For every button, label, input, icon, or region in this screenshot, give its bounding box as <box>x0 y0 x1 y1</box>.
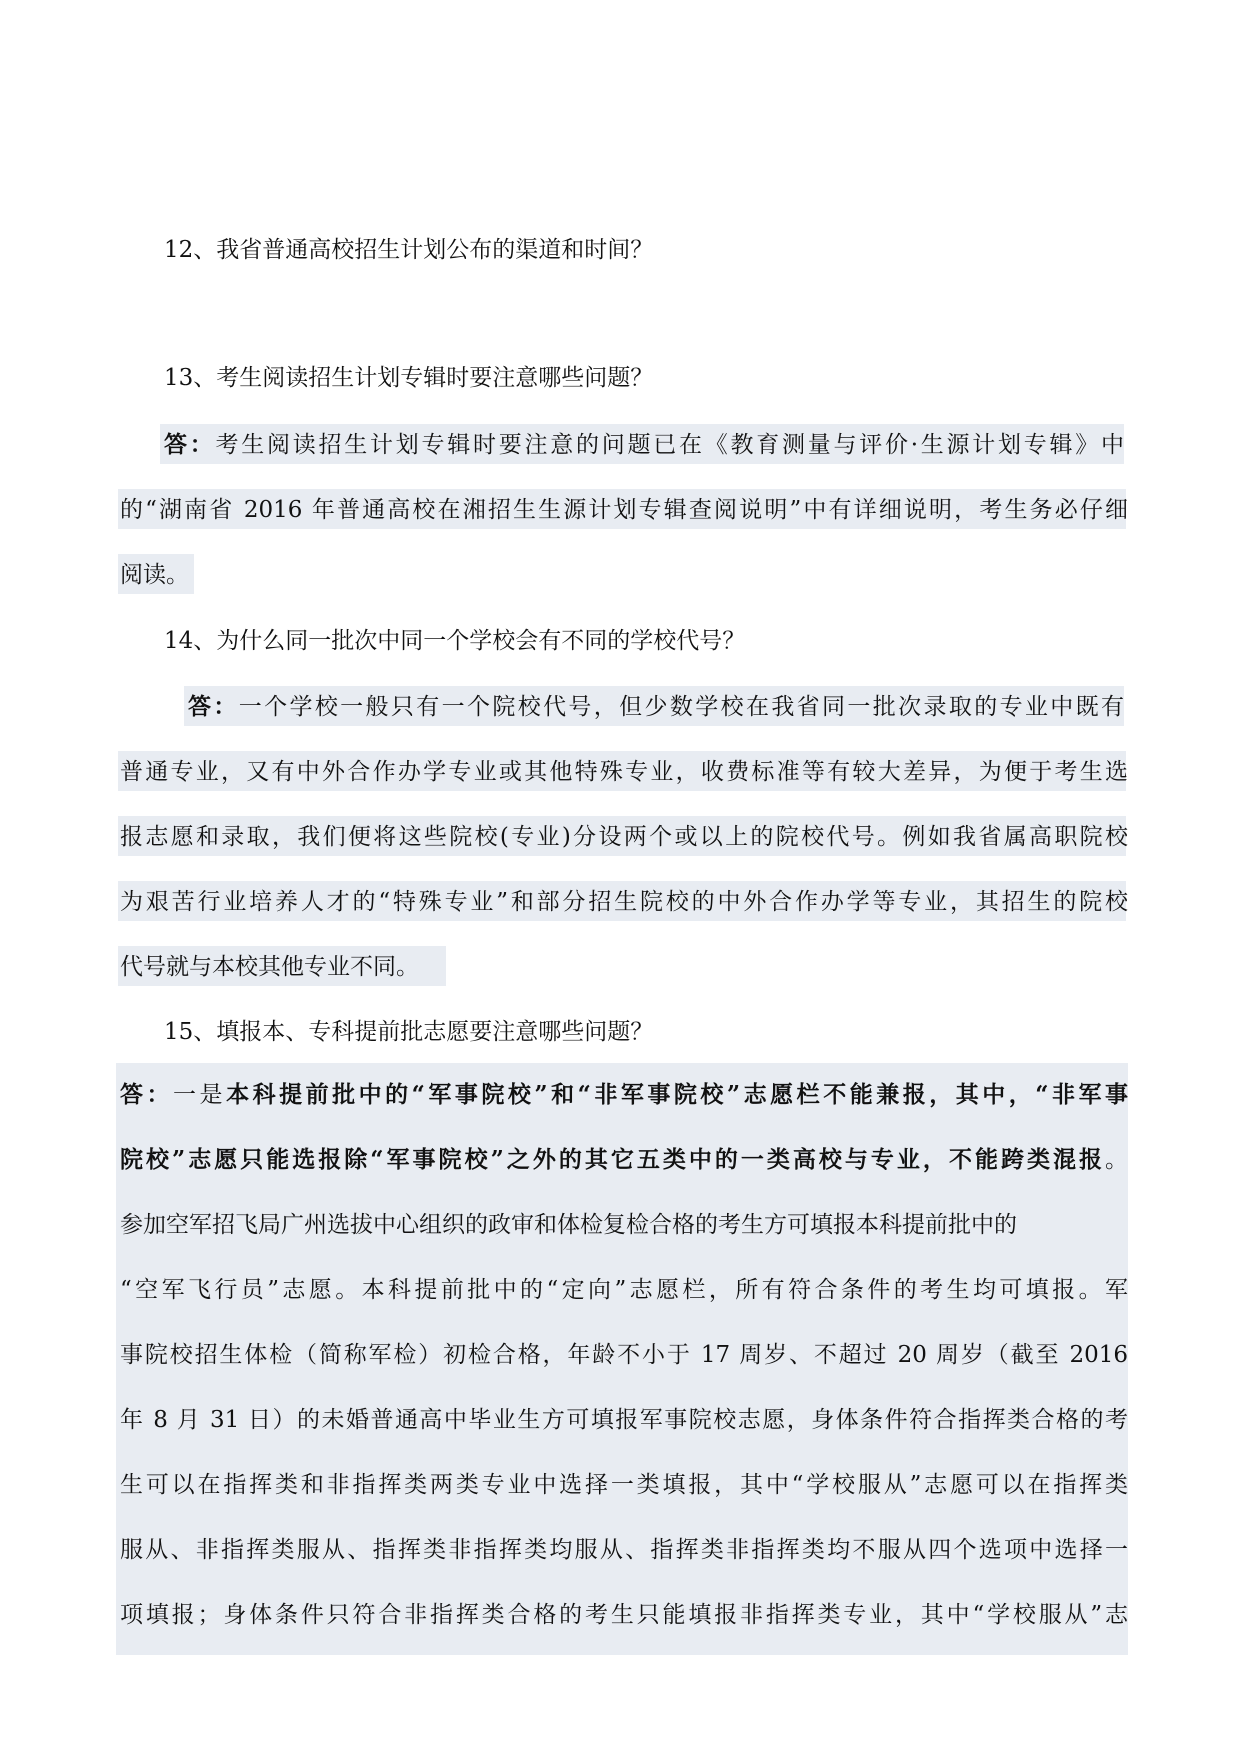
answer-15-line-7: 生可以在指挥类和非指挥类两类专业中选择一类填报，其中“学校服从”志愿可以在指挥类 <box>120 1472 1128 1498</box>
answer-15-line-6: 年 8 月 31 日）的未婚普通高中毕业生方可填报军事院校志愿，身体条件符合指挥类合格的考 <box>120 1407 1128 1433</box>
answer-15-line-2: 院校”志愿只能选报除“军事院校”之外的其它五类中的一类高校与专业，不能跨类混报。 <box>120 1146 1128 1173</box>
answer-13-line-2: 的“湖南省 2016 年普通高校在湘招生生源计划专辑查阅说明”中有详细说明，考生务必仔细 <box>120 497 1128 523</box>
answer-label: 答： <box>120 1081 174 1108</box>
answer-14-line-3: 报志愿和录取，我们便将这些院校(专业)分设两个或以上的院校代号。例如我省属高职院校 <box>120 824 1128 850</box>
answer-label: 答： <box>188 693 239 720</box>
answer-14-line-1: 答：一个学校一般只有一个院校代号，但少数学校在我省同一批次录取的专业中既有 <box>188 693 1125 720</box>
answer-14-line-2: 普通专业，又有中外合作办学专业或其他特殊专业，收费标准等有较大差异，为便于考生选 <box>120 759 1128 785</box>
question-12: 12、我省普通高校招生计划公布的渠道和时间？ <box>164 237 654 263</box>
answer-13-line-1: 答：考生阅读招生计划专辑时要注意的问题已在《教育测量与评价·生源计划专辑》中 <box>164 431 1125 458</box>
answer-14-line-5: 代号就与本校其他专业不同。 <box>120 954 419 980</box>
answer-label: 答： <box>164 431 216 458</box>
answer-15-line-5: 事院校招生体检（简称军检）初检合格，年龄不小于 17 周岁、不超过 20 周岁（截至 2016 <box>120 1342 1128 1368</box>
question-15: 15、填报本、专科提前批志愿要注意哪些问题？ <box>164 1019 654 1045</box>
bold-rule-text: 本科提前批中的“军事院校”和“非军事院校”志愿栏不能兼报，其中，“非军事 <box>226 1081 1129 1108</box>
answer-13-line-3: 阅读。 <box>120 562 189 588</box>
question-14: 14、为什么同一批次中同一个学校会有不同的学校代号？ <box>164 628 746 654</box>
question-13: 13、考生阅读招生计划专辑时要注意哪些问题？ <box>164 365 654 391</box>
answer-14-line-4: 为艰苦行业培养人才的“特殊专业”和部分招生院校的中外合作办学等专业，其招生的院校 <box>120 889 1128 915</box>
answer-15-line-1: 答：一是本科提前批中的“军事院校”和“非军事院校”志愿栏不能兼报，其中，“非军事 <box>120 1081 1129 1108</box>
bold-rule-text: 院校”志愿只能选报除“军事院校”之外的其它五类中的一类高校与专业，不能跨类混报 <box>120 1146 1105 1173</box>
answer-15-line-3: 参加空军招飞局广州选拔中心组织的政审和体检复检合格的考生方可填报本科提前批中的 <box>120 1212 1017 1238</box>
answer-15-line-9: 项填报；身体条件只符合非指挥类合格的考生只能填报非指挥类专业，其中“学校服从”志 <box>120 1602 1128 1628</box>
answer-15-line-8: 服从、非指挥类服从、指挥类非指挥类均服从、指挥类非指挥类均不服从四个选项中选择一 <box>120 1537 1128 1563</box>
answer-15-line-4: “空军飞行员”志愿。本科提前批中的“定向”志愿栏，所有符合条件的考生均可填报。军 <box>120 1277 1128 1303</box>
